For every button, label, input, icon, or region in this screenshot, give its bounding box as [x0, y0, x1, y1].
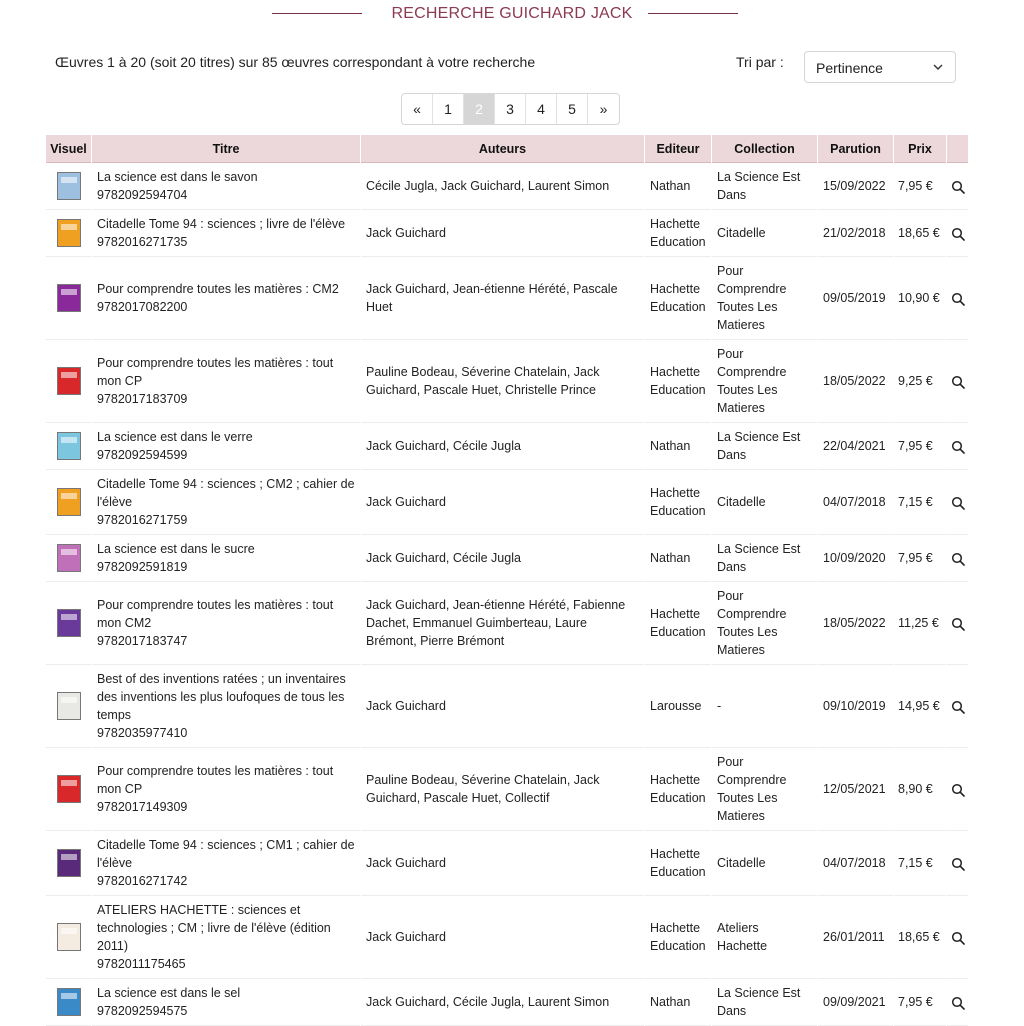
title-cell — [92, 163, 360, 210]
publisher-cell: Hachette Education — [645, 896, 711, 979]
sort-select[interactable] — [804, 51, 956, 83]
book-title-link[interactable]: Pour comprendre toutes les matières : CM2 — [97, 282, 339, 296]
table-row[interactable] — [46, 257, 968, 340]
book-cover-thumbnail[interactable] — [57, 367, 81, 395]
cover-cell — [46, 257, 91, 340]
cover-cell — [46, 470, 91, 535]
table-row[interactable] — [46, 896, 968, 979]
title-cell — [92, 748, 360, 831]
action-cell — [947, 665, 968, 748]
cover-cell — [46, 748, 91, 831]
search-icon[interactable] — [951, 375, 965, 389]
book-isbn: 9782092594599 — [97, 448, 188, 462]
chevron-down-icon — [933, 62, 943, 72]
search-icon[interactable] — [951, 857, 965, 871]
collection-cell: La Science Est Dans — [712, 535, 817, 582]
column-header-actions — [947, 135, 968, 163]
date-cell: 09/10/2019 — [818, 665, 893, 748]
results-table — [45, 135, 969, 1026]
publisher-cell: Hachette Education — [645, 470, 711, 535]
sort-label: Tri par : — [736, 54, 784, 70]
cover-cell — [46, 535, 91, 582]
title-cell — [92, 340, 360, 423]
book-isbn: 9782016271742 — [97, 874, 188, 888]
date-cell: 18/05/2022 — [818, 340, 893, 423]
publisher-cell: Hachette Education — [645, 831, 711, 896]
date-cell: 04/07/2018 — [818, 831, 893, 896]
action-cell — [947, 163, 968, 210]
action-cell — [947, 748, 968, 831]
title-cell — [92, 535, 360, 582]
book-title-link[interactable]: Best of des inventions ratées ; un inventaires des inventions les plus loufoques de tous les temps — [97, 672, 346, 722]
book-title-link[interactable]: Pour comprendre toutes les matières : tout mon CP — [97, 764, 334, 796]
book-cover-thumbnail[interactable] — [57, 923, 81, 951]
pagination-page[interactable]: 5 — [557, 94, 588, 124]
search-icon[interactable] — [951, 996, 965, 1010]
column-header-prix[interactable]: Prix — [894, 135, 946, 163]
publisher-cell: Hachette Education — [645, 340, 711, 423]
book-isbn: 9782017082200 — [97, 300, 188, 314]
book-cover-thumbnail[interactable] — [57, 609, 81, 637]
publisher-cell: Nathan — [645, 423, 711, 470]
search-icon[interactable] — [951, 180, 965, 194]
price-cell: 7,95 € — [894, 979, 946, 1026]
price-cell: 11,25 € — [894, 582, 946, 665]
table-row[interactable] — [46, 163, 968, 210]
book-cover-thumbnail[interactable] — [57, 988, 81, 1016]
authors-cell: Pauline Bodeau, Séverine Chatelain, Jack Guichard, Pascale Huet, Christelle Prince — [361, 340, 644, 423]
publisher-cell: Hachette Education — [645, 210, 711, 257]
title-cell — [92, 896, 360, 979]
book-cover-thumbnail[interactable] — [57, 488, 81, 516]
search-icon[interactable] — [951, 700, 965, 714]
cover-cell — [46, 163, 91, 210]
book-title-link[interactable]: La science est dans le verre — [97, 430, 253, 444]
authors-cell: Cécile Jugla, Jack Guichard, Laurent Simon — [361, 163, 644, 210]
action-cell — [947, 470, 968, 535]
book-cover-thumbnail[interactable] — [57, 692, 81, 720]
authors-cell: Jack Guichard, Jean-étienne Hérété, Pascale Huet — [361, 257, 644, 340]
authors-cell: Jack Guichard, Cécile Jugla — [361, 423, 644, 470]
price-cell: 7,15 € — [894, 831, 946, 896]
action-cell — [947, 582, 968, 665]
collection-cell: La Science Est Dans — [712, 979, 817, 1026]
title-cell — [92, 831, 360, 896]
date-cell: 22/04/2021 — [818, 423, 893, 470]
table-row[interactable] — [46, 748, 968, 831]
column-header-parution[interactable]: Parution — [818, 135, 893, 163]
book-title-link[interactable]: Pour comprendre toutes les matières : tout mon CM2 — [97, 598, 334, 630]
collection-cell: Pour Comprendre Toutes Les Matieres — [712, 340, 817, 423]
cover-cell — [46, 582, 91, 665]
title-cell — [92, 582, 360, 665]
book-isbn: 9782017183709 — [97, 392, 188, 406]
search-icon[interactable] — [951, 440, 965, 454]
book-isbn: 9782092594704 — [97, 188, 188, 202]
collection-cell: Pour Comprendre Toutes Les Matieres — [712, 748, 817, 831]
collection-cell: La Science Est Dans — [712, 163, 817, 210]
sort-value: Pertinence — [816, 60, 883, 76]
table-row[interactable] — [46, 340, 968, 423]
cover-cell — [46, 979, 91, 1026]
book-cover-thumbnail[interactable] — [57, 849, 81, 877]
column-header-editeur[interactable]: Editeur — [645, 135, 711, 163]
search-icon[interactable] — [951, 292, 965, 306]
action-cell — [947, 340, 968, 423]
collection-cell: Pour Comprendre Toutes Les Matieres — [712, 257, 817, 340]
price-cell: 9,25 € — [894, 340, 946, 423]
book-cover-thumbnail[interactable] — [57, 544, 81, 572]
collection-cell: Pour Comprendre Toutes Les Matieres — [712, 582, 817, 665]
authors-cell: Jack Guichard — [361, 210, 644, 257]
date-cell: 15/09/2022 — [818, 163, 893, 210]
search-icon[interactable] — [951, 496, 965, 510]
pagination-next[interactable]: » — [599, 101, 608, 117]
publisher-cell: Nathan — [645, 535, 711, 582]
table-row[interactable] — [46, 210, 968, 257]
table-row[interactable] — [46, 582, 968, 665]
cover-cell — [46, 210, 91, 257]
column-header-titre[interactable]: Titre — [92, 135, 360, 163]
action-cell — [947, 831, 968, 896]
pagination-page-active[interactable]: 2 — [464, 94, 495, 124]
book-title-link[interactable]: La science est dans le sel — [97, 986, 241, 1000]
authors-cell: Jack Guichard, Cécile Jugla, Laurent Simon — [361, 979, 644, 1026]
book-isbn: 9782092594575 — [97, 1004, 188, 1018]
table-row[interactable] — [46, 665, 968, 748]
action-cell — [947, 210, 968, 257]
pagination-page[interactable]: 1 — [433, 94, 464, 124]
cover-cell — [46, 896, 91, 979]
authors-cell: Jack Guichard — [361, 470, 644, 535]
page-header — [0, 0, 1024, 30]
price-cell: 10,90 € — [894, 257, 946, 340]
book-cover-thumbnail[interactable] — [57, 219, 81, 247]
collection-cell: Citadelle — [712, 210, 817, 257]
page-title: RECHERCHE GUICHARD JACK — [391, 5, 633, 22]
book-title-link[interactable]: Citadelle Tome 94 : sciences ; livre de l'élève — [97, 217, 346, 231]
date-cell: 18/05/2022 — [818, 582, 893, 665]
authors-cell: Jack Guichard — [361, 896, 644, 979]
book-isbn: 9782017149309 — [97, 800, 188, 814]
book-isbn: 9782035977410 — [97, 726, 188, 740]
action-cell — [947, 896, 968, 979]
authors-cell: Jack Guichard — [361, 665, 644, 748]
book-title-link[interactable]: Citadelle Tome 94 : sciences ; CM1 ; cahier de l'élève — [97, 838, 355, 870]
date-cell: 04/07/2018 — [818, 470, 893, 535]
table-row[interactable] — [46, 470, 968, 535]
price-cell: 18,65 € — [894, 896, 946, 979]
book-cover-thumbnail[interactable] — [57, 172, 81, 200]
cover-cell — [46, 423, 91, 470]
date-cell: 09/05/2019 — [818, 257, 893, 340]
book-isbn: 9782011175465 — [97, 957, 186, 971]
date-cell: 10/09/2020 — [818, 535, 893, 582]
header-divider-right — [648, 13, 738, 14]
publisher-cell: Nathan — [645, 163, 711, 210]
pagination-prev[interactable]: « — [402, 94, 433, 124]
title-cell — [92, 423, 360, 470]
table-header-row — [46, 135, 968, 163]
search-icon[interactable] — [951, 617, 965, 631]
publisher-cell: Hachette Education — [645, 748, 711, 831]
title-cell — [92, 257, 360, 340]
date-cell: 26/01/2011 — [818, 896, 893, 979]
price-cell: 14,95 € — [894, 665, 946, 748]
action-cell — [947, 257, 968, 340]
table-row[interactable] — [46, 423, 968, 470]
book-isbn: 9782016271735 — [97, 235, 188, 249]
book-title-link[interactable]: Citadelle Tome 94 : sciences ; CM2 ; cahier de l'élève — [97, 477, 355, 509]
price-cell: 7,95 € — [894, 163, 946, 210]
action-cell — [947, 979, 968, 1026]
book-cover-thumbnail[interactable] — [57, 284, 81, 312]
collection-cell: - — [712, 665, 817, 748]
price-cell: 8,90 € — [894, 748, 946, 831]
book-cover-thumbnail[interactable] — [57, 775, 81, 803]
search-icon[interactable] — [951, 552, 965, 566]
price-cell: 18,65 € — [894, 210, 946, 257]
column-header-visuel: Visuel — [46, 135, 91, 163]
publisher-cell: Hachette Education — [645, 582, 711, 665]
book-title-link[interactable]: ATELIERS HACHETTE : sciences et technologies ; CM ; livre de l'élève (édition 2011) — [97, 903, 331, 953]
title-cell — [92, 979, 360, 1026]
book-title-link[interactable]: La science est dans le savon — [97, 170, 258, 184]
pagination-page[interactable]: 4 — [526, 94, 557, 124]
authors-cell: Jack Guichard — [361, 831, 644, 896]
date-cell: 09/09/2021 — [818, 979, 893, 1026]
title-cell — [92, 665, 360, 748]
collection-cell: Citadelle — [712, 831, 817, 896]
book-title-link[interactable]: La science est dans le sucre — [97, 542, 255, 556]
title-cell — [92, 210, 360, 257]
table-row[interactable] — [46, 979, 968, 1026]
title-cell — [92, 470, 360, 535]
column-header-collection[interactable]: Collection — [712, 135, 817, 163]
price-cell: 7,95 € — [894, 535, 946, 582]
date-cell: 12/05/2021 — [818, 748, 893, 831]
collection-cell: Citadelle — [712, 470, 817, 535]
results-summary: Œuvres 1 à 20 (soit 20 titres) sur 85 œuvres correspondant à votre recherche — [55, 54, 536, 70]
table-row[interactable] — [46, 831, 968, 896]
cover-cell — [46, 340, 91, 423]
collection-cell: Ateliers Hachette — [712, 896, 817, 979]
action-cell — [947, 535, 968, 582]
price-cell: 7,95 € — [894, 423, 946, 470]
publisher-cell: Hachette Education — [645, 257, 711, 340]
publisher-cell: Nathan — [645, 979, 711, 1026]
price-cell: 7,15 € — [894, 470, 946, 535]
book-isbn: 9782092591819 — [97, 560, 188, 574]
search-icon[interactable] — [951, 227, 965, 241]
table-row[interactable] — [46, 535, 968, 582]
cover-cell — [46, 831, 91, 896]
collection-cell: La Science Est Dans — [712, 423, 817, 470]
book-cover-thumbnail[interactable] — [57, 432, 81, 460]
column-header-auteurs[interactable]: Auteurs — [361, 135, 644, 163]
book-isbn: 9782017183747 — [97, 634, 188, 648]
search-icon[interactable] — [951, 783, 965, 797]
authors-cell: Jack Guichard, Cécile Jugla — [361, 535, 644, 582]
cover-cell — [46, 665, 91, 748]
publisher-cell: Larousse — [645, 665, 711, 748]
book-title-link[interactable]: Pour comprendre toutes les matières : tout mon CP — [97, 356, 334, 388]
pagination-page[interactable]: 3 — [495, 94, 526, 124]
action-cell — [947, 423, 968, 470]
book-isbn: 9782016271759 — [97, 513, 188, 527]
date-cell: 21/02/2018 — [818, 210, 893, 257]
pagination — [401, 93, 620, 125]
authors-cell: Jack Guichard, Jean-étienne Hérété, Fabienne Dachet, Emmanuel Guimberteau, Laure Brémont, Pierre Brémont — [361, 582, 644, 665]
authors-cell: Pauline Bodeau, Séverine Chatelain, Jack Guichard, Pascale Huet, Collectif — [361, 748, 644, 831]
search-icon[interactable] — [951, 931, 965, 945]
